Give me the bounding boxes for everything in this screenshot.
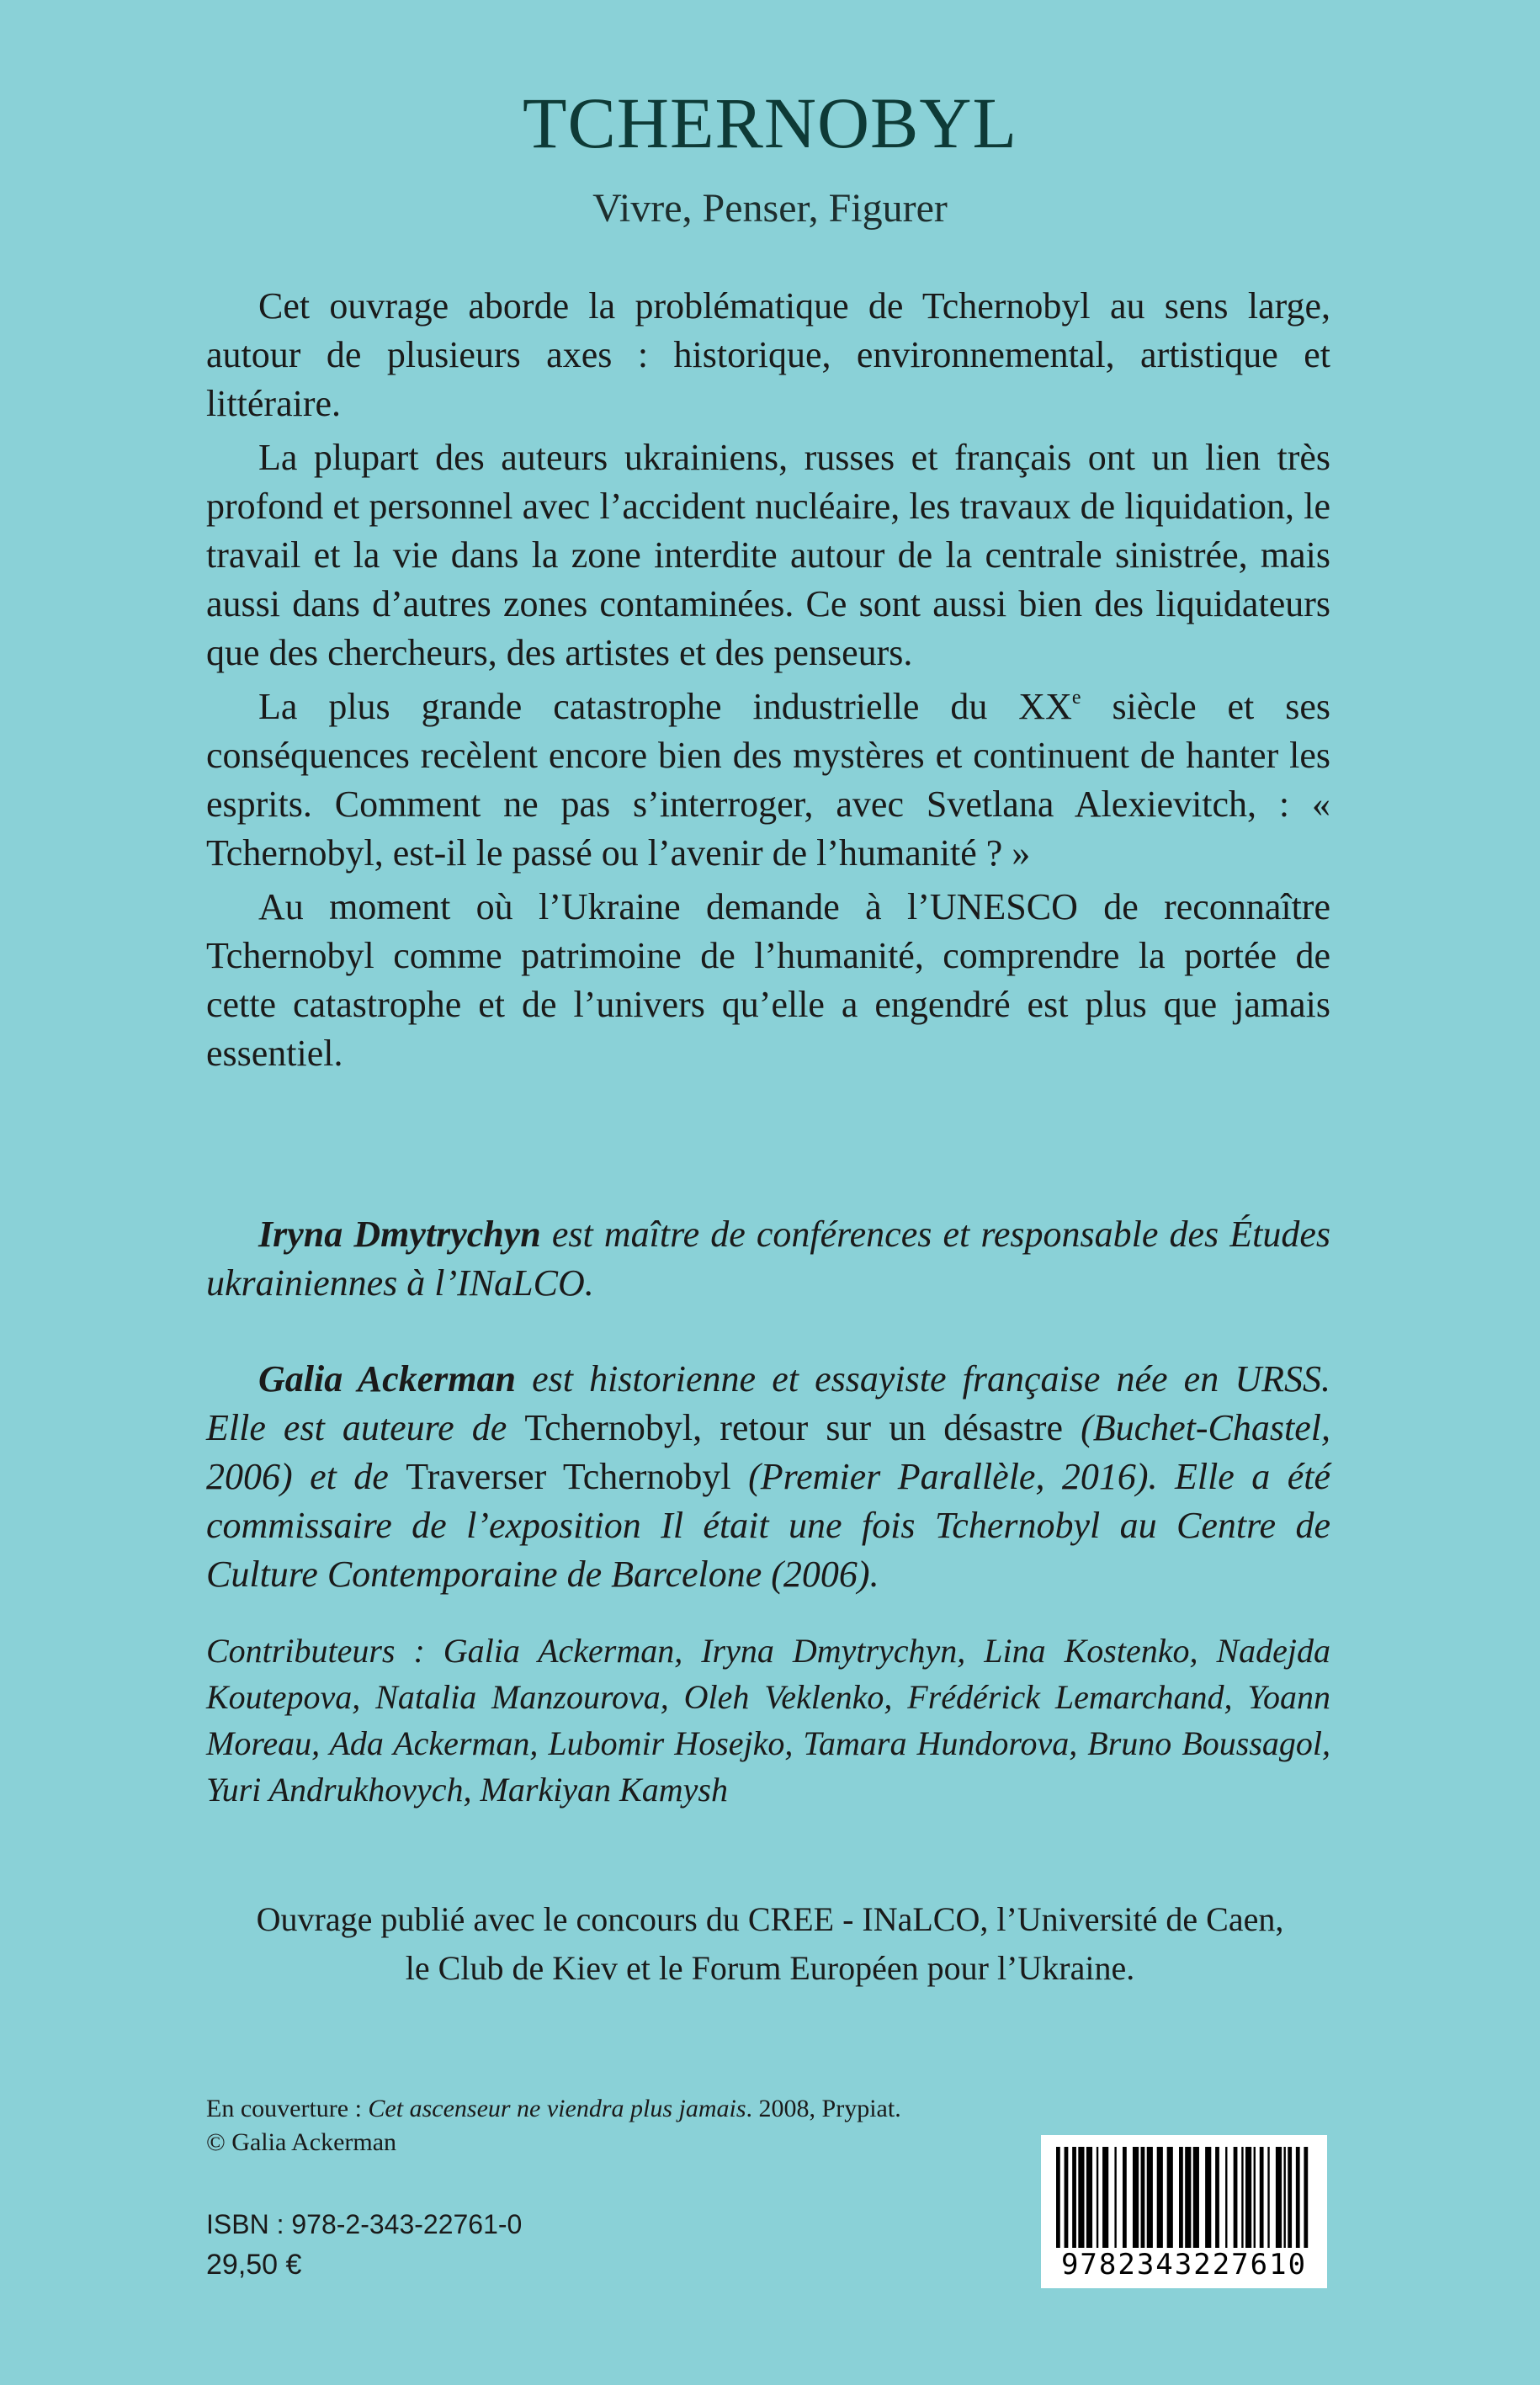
book-subtitle: Vivre, Penser, Figurer [592,186,948,231]
barcode-digits: 9782343227610 [1060,2248,1308,2281]
barcode-bar [1114,2147,1116,2248]
blurb-p3-end: siècle et ses conséquences recèlent encore bien des mystères et continuent de hanter les esprits. Comment ne pas s’interroger, avec Svetlana Alexievitch, : « Tchernobyl, est-il le passé ou l’avenir de l’humanité ? » [206,686,1330,874]
barcode-bar [1179,2147,1183,2248]
barcode-bar [1056,2147,1060,2248]
barcode-bar [1072,2147,1076,2248]
century-superscript: e [1071,687,1081,709]
blurb-paragraph-2: La plupart des auteurs ukrainiens, russes et français ont un lien très profond et personnel avec l’accident nucléaire, les travaux de liquidation, le travail et la vie dans la zone interdite autour de la centrale sinistrée, mais aussi dans d’autres zones contaminées. Ce sont aussi bien des liquidateurs que des chercheurs, des artistes et des penseurs. [206,437,1330,673]
barcode-bar [1296,2147,1300,2248]
barcode-bar [1215,2147,1219,2248]
author-bio-2-text-c: (Premier Parallèle, 2016). Elle a été commissaire de l’exposition Il était une fois Tchernobyl au Centre de Culture Contemporaine de Barcelone (2006). [206,1456,1330,1595]
isbn: ISBN : 978-2-343-22761-0 [206,2209,523,2239]
author-bio-2-text-b: (Buchet-Chastel, 2006) et de [206,1407,1330,1497]
author-bio-2 [206,1355,1330,1599]
author-bio-2-text-a: est historienne et essayiste française née en URSS. Elle est auteure de [206,1358,1330,1448]
blurb-p3-start: La plus grande catastrophe industrielle du XX [258,686,1072,727]
author-name-2: Galia Ackerman [258,1358,516,1400]
barcode-bar [1234,2147,1238,2248]
barcode-bar [1260,2147,1264,2248]
barcode-bar [1304,2147,1308,2248]
barcode-bar [1245,2147,1251,2248]
barcode-bar [1225,2147,1227,2248]
barcode-bar [1193,2147,1199,2248]
barcode [1041,2135,1327,2288]
author-bios [206,1210,1330,1599]
contributors-list: Contributeurs : Galia Ackerman, Iryna Dmytrychyn, Lina Kostenko, Nadejda Koutepova, Natalia Manzourova, Oleh Veklenko, Frédérick Lemarchand, Yoann Moreau, Ada Ackerman, Lubomir Hosejko, Tamara Hundorova, Bruno Boussagol, Yuri Andrukhovych, Markiyan Kamysh [206,1632,1330,1809]
author-bio-1-text: est maître de conférences et responsable des Études ukrainiennes à l’INaLCO. [206,1214,1330,1304]
barcode-bar [1254,2147,1256,2248]
cover-copyright: © Galia Ackerman [206,2128,397,2156]
support-line-1: Ouvrage publié avec le concours du CREE - INaLCO, l’Université de Caen, [256,1900,1284,1938]
barcode-bar [1102,2147,1108,2248]
price: 29,50 € [206,2249,302,2281]
barcode-bar [1241,2147,1243,2248]
blurb-paragraph-4: Au moment où l’Ukraine demande à l’UNESCO de reconnaître Tchernobyl comme patrimoine de l’humanité, comprendre la portée de cette catastrophe et de l’univers qu’elle a engendré est plus que jamais essentiel. [206,886,1330,1074]
cover-credit-prefix: En couverture : [206,2095,369,2122]
barcode-bar [1133,2147,1139,2248]
barcode-bar [1157,2147,1163,2248]
barcode-bar [1123,2147,1127,2248]
cover-artwork-title: Cet ascenseur ne viendra plus jamais [368,2095,746,2122]
barcode-bar [1283,2147,1285,2248]
publication-support [0,1895,1540,1993]
book-title: TCHERNOBYL [522,82,1018,163]
cover-credit-line [206,2092,901,2126]
author-bio-1 [206,1210,1330,1308]
barcode-bar [1205,2147,1211,2248]
blurb-paragraph-3 [206,683,1330,878]
barcode-bar [1267,2147,1269,2248]
blurb [206,282,1330,1083]
support-line-2: le Club de Kiev et le Forum Européen pour l’Ukraine. [405,1949,1135,1987]
blurb-paragraph-1: Cet ouvrage aborde la problématique de Tchernobyl au sens large, autour de plusieurs axes : historique, environnemental, artistique et littéraire. [206,285,1330,424]
book-title-1: Tchernobyl, retour sur un désastre [524,1407,1063,1448]
barcode-bar [1147,2147,1153,2248]
book-title-2: Traverser Tchernobyl [406,1456,731,1497]
barcode-bar [1086,2147,1092,2248]
barcode-bar [1185,2147,1191,2248]
barcode-bar [1065,2147,1069,2248]
cover-credit [206,2092,901,2159]
author-name-1: Iryna Dmytrychyn [258,1214,541,1255]
cover-credit-suffix: . 2008, Prypiat. [746,2095,901,2122]
barcode-bar [1288,2147,1292,2248]
barcode-bar [1167,2147,1173,2248]
barcode-bar [1276,2147,1282,2248]
barcode-bar [1078,2147,1084,2248]
barcode-bar [1097,2147,1098,2248]
barcode-bar [1141,2147,1145,2248]
barcode-bars [1056,2147,1312,2248]
